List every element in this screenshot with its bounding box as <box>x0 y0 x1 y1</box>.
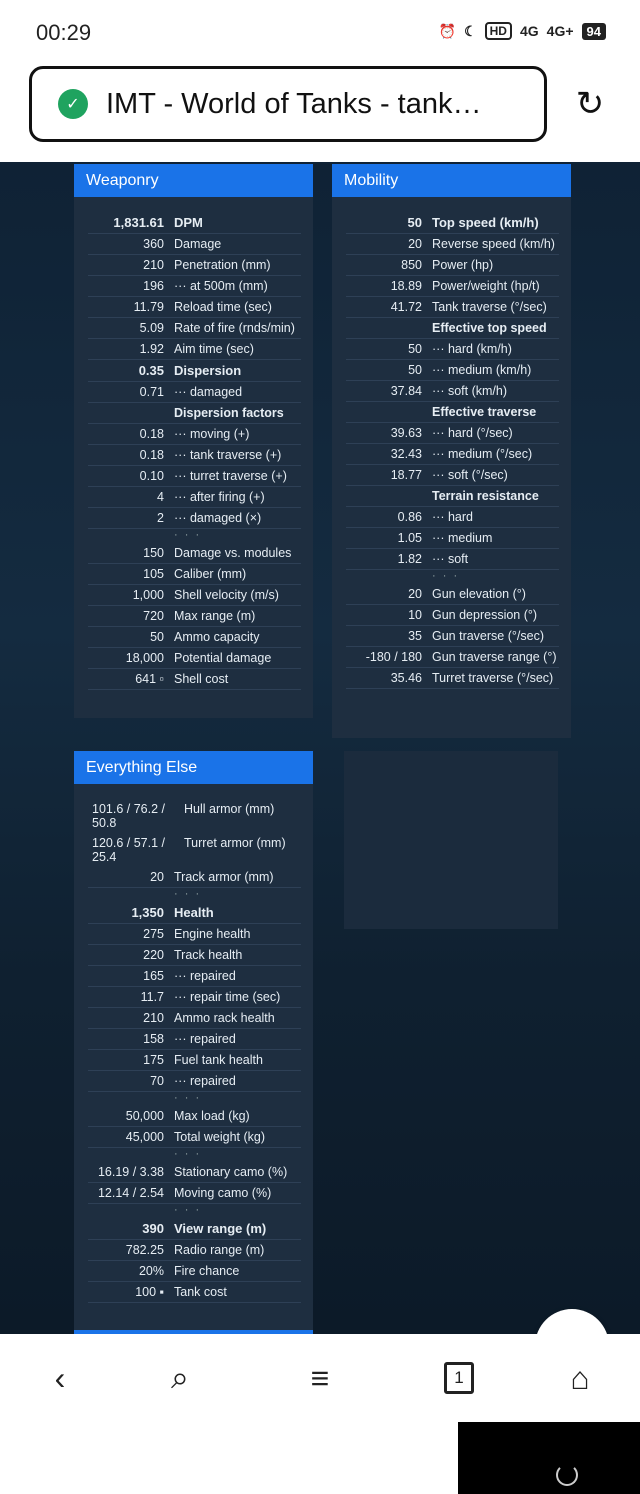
stat-label: ··· damaged (×) <box>174 511 262 525</box>
stat-label: Track health <box>174 948 243 962</box>
stat-row <box>88 445 301 466</box>
stat-label: View range (m) <box>174 1221 267 1236</box>
stat-row <box>346 626 559 647</box>
stat-label: Effective top speed <box>432 321 547 335</box>
stat-value <box>346 489 432 503</box>
stat-row <box>88 1092 301 1106</box>
stat-value: 850 <box>401 258 422 272</box>
stat-row <box>346 528 559 549</box>
stat-label: ··· hard (°/sec) <box>432 426 513 440</box>
stat-row <box>88 382 301 403</box>
hd-badge: HD <box>485 22 512 40</box>
stat-row <box>346 318 559 339</box>
stat-value: 32.43 <box>390 447 422 461</box>
stat-value: 35 <box>408 629 422 643</box>
stat-row <box>88 212 301 234</box>
stat-label: ··· medium <box>432 531 493 545</box>
everything-else-panel <box>74 751 313 1331</box>
stat-row <box>88 585 301 606</box>
stat-label: Engine health <box>174 927 251 941</box>
stat-label: Tank traverse (°/sec) <box>432 300 547 314</box>
stat-value <box>88 1148 174 1162</box>
address-bar <box>0 56 640 162</box>
stat-value <box>88 1204 174 1218</box>
status-bar <box>0 0 640 64</box>
stat-row <box>88 966 301 987</box>
armor-label: Hull armor (mm) <box>184 802 275 816</box>
stat-value: 35.46 <box>390 671 422 685</box>
loading-spinner <box>556 1464 578 1486</box>
mobility-panel <box>332 164 571 738</box>
stat-label: ··· repaired <box>174 969 236 983</box>
stat-row <box>88 318 301 339</box>
stat-value: 4 <box>157 490 164 504</box>
stat-row <box>88 1261 301 1282</box>
signal-icon-2: 4G+ <box>546 23 574 39</box>
stat-value: 18.77 <box>390 468 422 482</box>
stat-row <box>88 648 301 669</box>
stat-row <box>88 1127 301 1148</box>
stat-label: Radio range (m) <box>174 1243 265 1257</box>
stat-row <box>88 1106 301 1127</box>
stat-label: ··· soft <box>432 552 469 566</box>
stat-value: 50 <box>408 342 422 356</box>
stat-value: 50 <box>150 630 164 644</box>
stat-value: 175 <box>143 1053 164 1067</box>
stat-label: Dispersion factors <box>174 406 284 420</box>
stat-row <box>88 339 301 360</box>
stat-row <box>346 465 559 486</box>
stat-label: Fire chance <box>174 1264 240 1278</box>
back-icon[interactable]: ‹ <box>54 1359 66 1396</box>
stat-label: DPM <box>174 215 203 230</box>
stat-row <box>88 1050 301 1071</box>
stat-row <box>88 276 301 297</box>
stat-row <box>88 1218 301 1240</box>
stat-row <box>88 1148 301 1162</box>
stat-value: 0.35 <box>138 363 164 378</box>
stat-label: Gun traverse range (°) <box>432 650 557 664</box>
stat-value <box>88 406 174 420</box>
alarm-icon: ⏰ <box>438 22 457 39</box>
stat-value: -180 / 180 <box>365 650 422 664</box>
page-content <box>0 162 640 1334</box>
stat-value: 360 <box>143 237 164 251</box>
stat-value: 10 <box>408 608 422 622</box>
search-icon[interactable]: ⌕ <box>171 1359 189 1395</box>
stat-row <box>346 339 559 360</box>
stat-value: 1.82 <box>397 552 422 566</box>
stat-value: 1,000 <box>132 588 164 602</box>
stat-value: 196 <box>143 279 164 293</box>
stat-label: ··· hard (km/h) <box>432 342 512 356</box>
url-field[interactable] <box>29 66 547 142</box>
stat-label: Tank cost <box>174 1285 227 1299</box>
stat-row <box>346 276 559 297</box>
stat-label: Top speed (km/h) <box>432 215 539 230</box>
stat-row <box>346 360 559 381</box>
stat-value: 0.86 <box>397 510 422 524</box>
stat-label: ··· turret traverse (+) <box>174 469 287 483</box>
stat-row <box>88 424 301 445</box>
stat-value: 105 <box>143 567 164 581</box>
stat-row <box>88 1008 301 1029</box>
stat-label: · · · <box>174 1204 202 1216</box>
stat-value: 5.09 <box>139 321 164 335</box>
stat-value: 220 <box>143 948 164 962</box>
stat-row <box>88 1282 301 1303</box>
stat-value: 70 <box>150 1074 164 1088</box>
stat-row <box>88 564 301 585</box>
stat-row <box>88 529 301 543</box>
stat-row <box>88 466 301 487</box>
home-icon[interactable]: ⌂ <box>570 1359 590 1396</box>
status-icons <box>439 22 606 40</box>
stat-label: · · · <box>174 529 202 541</box>
stat-label: ··· medium (km/h) <box>432 363 532 377</box>
stat-row <box>346 486 559 507</box>
stat-label: Gun traverse (°/sec) <box>432 629 544 643</box>
stat-value: 11.7 <box>140 990 164 1004</box>
stat-value <box>88 1092 174 1106</box>
stat-value: 210 <box>143 1011 164 1025</box>
stat-label: Health <box>174 905 214 920</box>
stat-row <box>88 902 301 924</box>
stat-label: ··· repair time (sec) <box>174 990 281 1004</box>
stat-row <box>346 212 559 234</box>
stat-label: Shell velocity (m/s) <box>174 588 279 602</box>
clock: 00:29 <box>36 20 92 45</box>
stat-label: Fuel tank health <box>174 1053 263 1067</box>
stat-value: 50 <box>408 363 422 377</box>
stat-value: 720 <box>143 609 164 623</box>
stat-row <box>88 888 301 902</box>
stat-value: 0.10 <box>139 469 164 483</box>
stat-row <box>88 403 301 424</box>
stat-row <box>88 1071 301 1092</box>
stat-value: 782.25 <box>125 1243 164 1257</box>
armor-value: 120.6 / 57.1 / 25.4 <box>92 836 165 864</box>
stat-label: ··· medium (°/sec) <box>432 447 533 461</box>
menu-icon[interactable]: ≡ <box>310 1359 330 1396</box>
stat-row <box>346 668 559 689</box>
stat-label: Gun elevation (°) <box>432 587 526 601</box>
stat-row <box>346 605 559 626</box>
stat-label: Aim time (sec) <box>174 342 254 356</box>
stat-row <box>346 507 559 528</box>
stat-value: 2 <box>157 511 164 525</box>
stat-value: 18,000 <box>125 651 164 665</box>
stat-row <box>88 669 301 690</box>
stat-value <box>346 321 432 335</box>
tabs-button[interactable] <box>437 1356 481 1400</box>
stat-value: 390 <box>142 1221 164 1236</box>
stat-value: 275 <box>143 927 164 941</box>
stat-label: Max load (kg) <box>174 1109 250 1123</box>
stat-value: 20% <box>138 1264 164 1278</box>
armor-row <box>88 833 301 867</box>
stat-label: ··· moving (+) <box>174 427 250 441</box>
stat-value: 50 <box>407 215 422 230</box>
stat-value: 50,000 <box>125 1109 164 1123</box>
shield-check-icon[interactable]: ✓ <box>58 89 88 119</box>
stat-value: 1,350 <box>131 905 164 920</box>
stat-label: ··· repaired <box>174 1074 236 1088</box>
stat-label: ··· repaired <box>174 1032 236 1046</box>
stat-value: 20 <box>408 237 422 251</box>
stat-value: 641 ▫ <box>135 672 164 686</box>
stat-value: 150 <box>143 546 164 560</box>
stat-value: 1.92 <box>139 342 164 356</box>
stat-row <box>346 584 559 605</box>
stat-row <box>88 255 301 276</box>
stat-row <box>346 381 559 402</box>
stat-label: Moving camo (%) <box>174 1186 272 1200</box>
stat-value: 165 <box>143 969 164 983</box>
stat-label: ··· soft (°/sec) <box>432 468 508 482</box>
weaponry-rows <box>74 197 313 700</box>
stat-row <box>346 647 559 668</box>
stat-label: Gun depression (°) <box>432 608 538 622</box>
stat-row <box>88 924 301 945</box>
armor-row <box>88 799 301 833</box>
stat-label: Penetration (mm) <box>174 258 271 272</box>
stat-label: · · · <box>174 1148 202 1160</box>
stat-value: 1.05 <box>397 531 422 545</box>
stat-row <box>346 234 559 255</box>
stat-value <box>88 529 174 543</box>
stat-label: Caliber (mm) <box>174 567 247 581</box>
stat-label: Total weight (kg) <box>174 1130 266 1144</box>
mobility-rows <box>332 197 571 699</box>
stat-value <box>88 888 174 902</box>
stat-label: Dispersion <box>174 363 242 378</box>
stat-value: 45,000 <box>125 1130 164 1144</box>
stat-value: 37.84 <box>390 384 422 398</box>
stat-row <box>346 570 559 584</box>
stat-value <box>346 570 432 584</box>
stat-label: · · · <box>432 570 460 582</box>
stat-row <box>88 987 301 1008</box>
stat-label: Max range (m) <box>174 609 256 623</box>
stat-label: Rate of fire (rnds/min) <box>174 321 295 335</box>
stat-value: 20 <box>408 587 422 601</box>
stat-label: ··· hard <box>432 510 473 524</box>
stat-label: Track armor (mm) <box>174 870 274 884</box>
stat-value: 210 <box>143 258 164 272</box>
stat-row <box>88 1240 301 1261</box>
stat-row <box>346 402 559 423</box>
video-overlay[interactable] <box>458 1417 640 1494</box>
stat-row <box>88 945 301 966</box>
stat-label: ··· at 500m (mm) <box>174 279 268 293</box>
stat-label: Ammo capacity <box>174 630 260 644</box>
stat-value: 12.14 / 2.54 <box>97 1186 164 1200</box>
stat-label: Shell cost <box>174 672 229 686</box>
tab-count: 1 <box>444 1362 474 1394</box>
stat-value: 16.19 / 3.38 <box>97 1165 164 1179</box>
stat-row <box>88 627 301 648</box>
stat-label: Damage vs. modules <box>174 546 292 560</box>
stat-value: 158 <box>143 1032 164 1046</box>
stat-value: 0.71 <box>139 385 164 399</box>
stat-value: 11.79 <box>133 300 164 314</box>
stat-value: 41.72 <box>390 300 422 314</box>
stat-row <box>88 297 301 318</box>
stat-row <box>88 606 301 627</box>
stat-row <box>346 549 559 570</box>
stat-row <box>88 234 301 255</box>
stat-label: Ammo rack health <box>174 1011 275 1025</box>
stat-value <box>346 405 432 419</box>
armor-value: 101.6 / 76.2 / 50.8 <box>92 802 165 830</box>
url-title[interactable]: IMT - World of Tanks - tank… <box>106 87 482 120</box>
stat-label: Stationary camo (%) <box>174 1165 288 1179</box>
stat-label: Damage <box>174 237 222 251</box>
stat-label: · · · <box>174 888 202 900</box>
moon-icon: ☾ <box>464 22 477 39</box>
everything-else-title: Everything Else <box>74 751 313 784</box>
stat-row <box>346 297 559 318</box>
stat-label: · · · <box>174 1092 202 1104</box>
stat-value: 1,831.61 <box>113 215 164 230</box>
stat-label: Reverse speed (km/h) <box>432 237 555 251</box>
stat-row <box>88 867 301 888</box>
stat-label: Reload time (sec) <box>174 300 272 314</box>
stat-row <box>88 508 301 529</box>
stat-label: ··· damaged <box>174 385 243 399</box>
bottom-nav <box>0 1334 640 1422</box>
stat-value: 39.63 <box>390 426 422 440</box>
stat-value: 0.18 <box>139 448 164 462</box>
stat-label: Effective traverse <box>432 405 537 419</box>
everything-else-rows <box>74 784 313 1313</box>
stat-row <box>88 360 301 382</box>
stat-value: 100 ▪ <box>135 1285 164 1299</box>
stat-row <box>88 1204 301 1218</box>
stat-row <box>346 423 559 444</box>
empty-panel <box>344 751 558 929</box>
stat-row <box>346 255 559 276</box>
stat-value: 0.18 <box>139 427 164 441</box>
stat-label: ··· soft (km/h) <box>432 384 507 398</box>
stat-label: Terrain resistance <box>432 489 539 503</box>
signal-icon: 4G <box>519 23 539 39</box>
weaponry-title: Weaponry <box>74 164 313 197</box>
stat-label: Potential damage <box>174 651 272 665</box>
stat-row <box>88 487 301 508</box>
stat-label: ··· tank traverse (+) <box>174 448 282 462</box>
stat-row <box>346 444 559 465</box>
stat-row <box>88 1029 301 1050</box>
stat-label: ··· after firing (+) <box>174 490 265 504</box>
stat-row <box>88 1162 301 1183</box>
stat-label: Power (hp) <box>432 258 494 272</box>
reload-icon[interactable]: ↻ <box>575 85 605 123</box>
armor-label: Turret armor (mm) <box>184 836 286 850</box>
stat-label: Turret traverse (°/sec) <box>432 671 554 685</box>
stat-label: Power/weight (hp/t) <box>432 279 540 293</box>
stat-value: 20 <box>150 870 164 884</box>
stat-row <box>88 543 301 564</box>
mobility-title: Mobility <box>332 164 571 197</box>
stat-value: 18.89 <box>390 279 422 293</box>
weaponry-panel <box>74 164 313 718</box>
battery-icon: 94 <box>582 23 606 40</box>
stat-row <box>88 1183 301 1204</box>
